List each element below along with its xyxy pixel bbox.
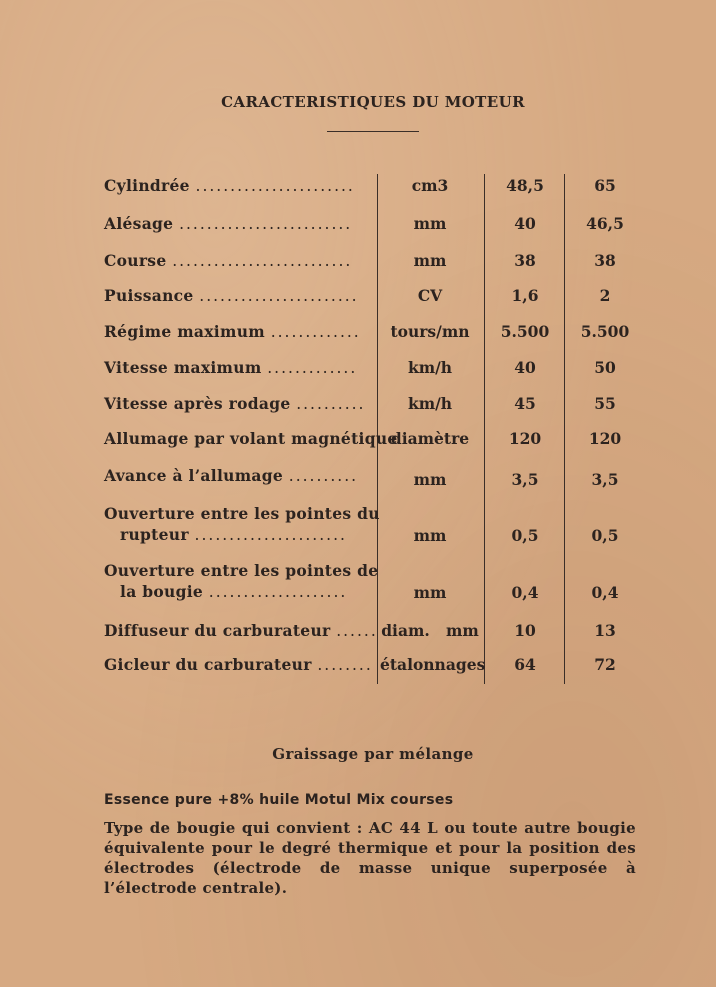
spec-label: Avance à l’allumage .......... bbox=[104, 466, 359, 485]
spec-label: Vitesse après rodage .......... bbox=[104, 394, 366, 413]
spec-unit: mm bbox=[413, 526, 447, 545]
spec-value-65cc: 0,4 bbox=[591, 583, 619, 602]
spark-plug-paragraph: Type de bougie qui convient : AC 44 L ou toute autre bougie équivalente pour le degré thermique et pour la position des électrodes (électrode de masse unique superposée à l’électrode centrale). bbox=[104, 819, 636, 897]
spec-value-65cc: 72 bbox=[594, 655, 616, 674]
spec-value-65cc: 5.500 bbox=[580, 322, 630, 341]
spec-value-48cc: 38 bbox=[514, 251, 536, 270]
spec-value-48cc: 0,4 bbox=[511, 583, 539, 602]
spec-label: Ouverture entre les pointes du rupteur ...................... bbox=[104, 504, 380, 544]
spec-value-48cc: 1,6 bbox=[511, 286, 539, 305]
spec-value-48cc: 45 bbox=[514, 394, 536, 413]
spec-value-65cc: 3,5 bbox=[591, 470, 619, 489]
spec-unit: km/h bbox=[407, 358, 453, 377]
spec-label: Puissance ....................... bbox=[104, 286, 359, 305]
spec-unit: mm bbox=[413, 251, 447, 270]
fuel-mix-line: Essence pure +8% huile Motul Mix courses bbox=[104, 792, 454, 808]
table-column-divider bbox=[484, 174, 485, 684]
spec-label: Allumage par volant magnétique bbox=[104, 429, 398, 448]
spec-label: Cylindrée ....................... bbox=[104, 176, 355, 195]
spec-unit: mm bbox=[413, 214, 447, 233]
spec-label: Course .......................... bbox=[104, 251, 353, 270]
table-column-divider bbox=[564, 174, 565, 684]
spec-value-65cc: 0,5 bbox=[591, 526, 619, 545]
spec-unit: diamètre bbox=[390, 429, 470, 448]
spec-value-48cc: 10 bbox=[514, 621, 536, 640]
spec-value-65cc: 50 bbox=[594, 358, 616, 377]
spec-unit: mm bbox=[413, 470, 447, 489]
spec-label: Vitesse maximum ............. bbox=[104, 358, 358, 377]
spec-value-48cc: 48,5 bbox=[506, 176, 544, 195]
spec-value-48cc: 3,5 bbox=[511, 470, 539, 489]
lubrication-heading: Graissage par mélange bbox=[272, 745, 474, 763]
spec-value-65cc: 46,5 bbox=[586, 214, 624, 233]
spec-value-65cc: 65 bbox=[594, 176, 616, 195]
page-title: CARACTERISTIQUES DU MOTEUR bbox=[221, 93, 525, 111]
spec-value-65cc: 13 bbox=[594, 621, 616, 640]
spec-value-48cc: 40 bbox=[514, 358, 536, 377]
spec-value-65cc: 120 bbox=[588, 429, 622, 448]
spec-value-65cc: 2 bbox=[599, 286, 611, 305]
spec-label: Gicleur du carburateur ........ bbox=[104, 655, 373, 674]
title-underline bbox=[327, 131, 419, 132]
spec-value-48cc: 0,5 bbox=[511, 526, 539, 545]
spec-unit: étalonnages bbox=[380, 655, 486, 674]
spec-value-65cc: 55 bbox=[594, 394, 616, 413]
spec-unit: CV bbox=[417, 286, 443, 305]
spec-unit: diam. mm bbox=[381, 621, 479, 640]
spec-unit: tours/mn bbox=[390, 322, 470, 341]
spec-unit: mm bbox=[413, 583, 447, 602]
spec-unit: km/h bbox=[407, 394, 453, 413]
spec-label: Diffuseur du carburateur ...... bbox=[104, 621, 378, 640]
spec-value-65cc: 38 bbox=[594, 251, 616, 270]
spec-label: Ouverture entre les pointes de la bougie .................... bbox=[104, 561, 379, 601]
spec-value-48cc: 40 bbox=[514, 214, 536, 233]
spec-label: Régime maximum ............. bbox=[104, 322, 361, 341]
spec-unit: cm3 bbox=[411, 176, 449, 195]
spec-value-48cc: 64 bbox=[514, 655, 536, 674]
spec-value-48cc: 120 bbox=[508, 429, 542, 448]
spec-label: Alésage ......................... bbox=[104, 214, 353, 233]
spec-value-48cc: 5.500 bbox=[500, 322, 550, 341]
